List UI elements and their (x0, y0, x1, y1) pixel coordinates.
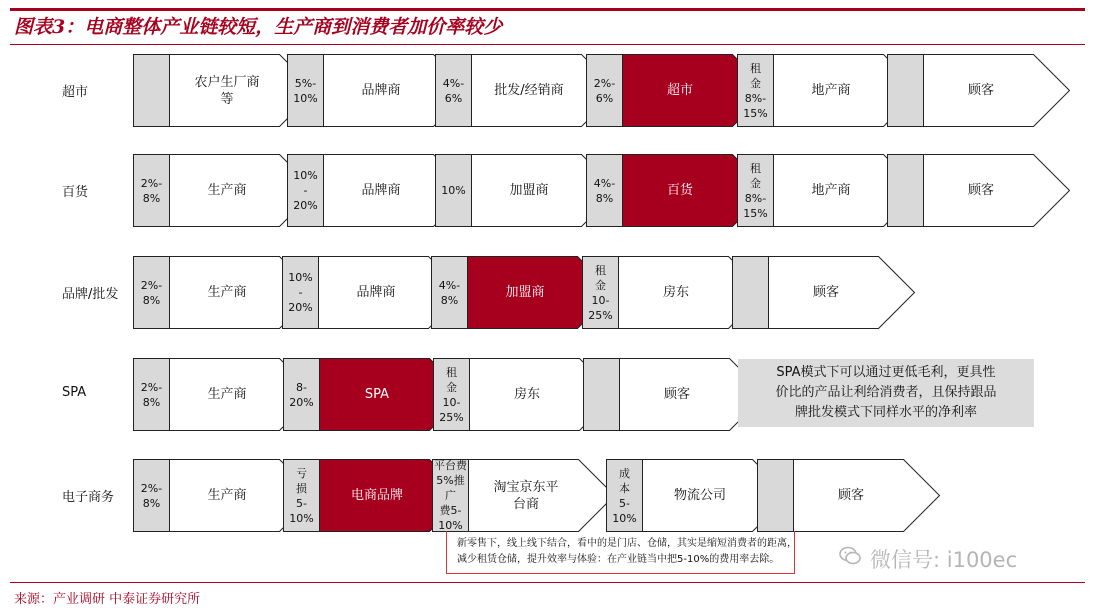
participant-label: 淘宝京东平 台商 (493, 479, 559, 512)
figure-title: 图表3：电商整体产业链较短，生产商到消费者加价率较少 (14, 16, 503, 38)
margin-label: 2%- 8% (140, 278, 163, 307)
participant-label: 农户生厂商 等 (194, 74, 260, 107)
margin-label (583, 358, 620, 431)
row-label: 品牌/批发 (62, 287, 119, 302)
participant-label: 顾客 (967, 83, 994, 98)
participant-label: 批发/经销商 (494, 83, 564, 98)
watermark: 微信号: i100ec (870, 548, 1018, 572)
spa-note: SPA模式下可以通过更低毛利，更具性 价比的产品让利给消费者，且保持跟品 牌批发模式下同样水平的净利率 (738, 359, 1034, 427)
participant-label: 房东 (662, 285, 689, 300)
participant-label: 顾客 (812, 285, 839, 300)
participant-label: 房东 (513, 387, 540, 402)
row-label: 超市 (62, 85, 89, 100)
participant-label: 品牌商 (356, 285, 396, 300)
margin-label: 租 金 10- 25% (439, 365, 464, 424)
margin-label: 2%- 6% (593, 76, 616, 105)
source-note: 来源：产业调研 中泰证券研究所 (14, 592, 201, 607)
participant-label: 品牌商 (361, 183, 401, 198)
participant-label: 生产商 (207, 488, 247, 503)
margin-label (887, 54, 924, 127)
margin-label: 租 金 10- 25% (588, 263, 613, 322)
wechat-icon (838, 545, 862, 567)
participant-label: 生产商 (207, 183, 247, 198)
participant-label: 顾客 (837, 488, 864, 503)
margin-label: 10% - 20% (288, 271, 313, 314)
participant-label: SPA (364, 387, 390, 402)
margin-label: 2%- 8% (140, 176, 163, 205)
participant-label: 电商品牌 (350, 488, 403, 503)
participant-label: 地产商 (811, 83, 851, 98)
footnote: 新零售下，线上线下结合，看中的是门店、仓储，其实是缩短消费者的距离， 减少租赁仓储，提升效率与体验：在产业链当中把5-10%的费用率去除。 (457, 538, 797, 565)
bottom-rule (10, 582, 1085, 583)
participant-label: 顾客 (967, 183, 994, 198)
margin-label (757, 459, 794, 532)
margin-label: 2%- 8% (140, 380, 163, 409)
margin-label: 8- 20% (289, 380, 314, 409)
margin-label: 亏 损 5- 10% (289, 466, 314, 525)
title-rule (10, 44, 1085, 45)
participant-label: 加盟商 (509, 183, 549, 198)
participant-label: 地产商 (811, 183, 851, 198)
margin-label: 4%- 8% (593, 176, 616, 205)
margin-label: 租 金 8%- 15% (743, 61, 768, 120)
margin-label: 4%- 6% (442, 76, 465, 105)
participant-label: 超市 (666, 83, 693, 98)
margin-label: 2%- 8% (140, 481, 163, 510)
participant-label: 物流公司 (673, 488, 726, 503)
margin-label: 成 本 5- 10% (612, 466, 637, 525)
top-rule (10, 8, 1085, 11)
margin-label: 10% (441, 184, 466, 197)
participant-label: 品牌商 (361, 83, 401, 98)
margin-label: 5%- 10% (293, 76, 318, 105)
margin-label: 10% - 20% (293, 169, 318, 212)
row-label: 电子商务 (62, 490, 115, 505)
margin-label (133, 54, 170, 127)
participant-label: 顾客 (663, 387, 690, 402)
participant-label: 加盟商 (505, 285, 545, 300)
margin-label (732, 256, 769, 329)
participant-label: 生产商 (207, 285, 247, 300)
margin-label: 4%- 8% (438, 278, 461, 307)
row-label: 百货 (62, 185, 89, 200)
participant-label: 百货 (666, 183, 693, 198)
margin-label (887, 154, 924, 227)
margin-label: 平台费 5%推广 费5-10% (434, 459, 467, 532)
margin-label: 租 金 8%- 15% (743, 161, 768, 220)
row-label: SPA (62, 385, 87, 400)
participant-label: 生产商 (207, 387, 247, 402)
